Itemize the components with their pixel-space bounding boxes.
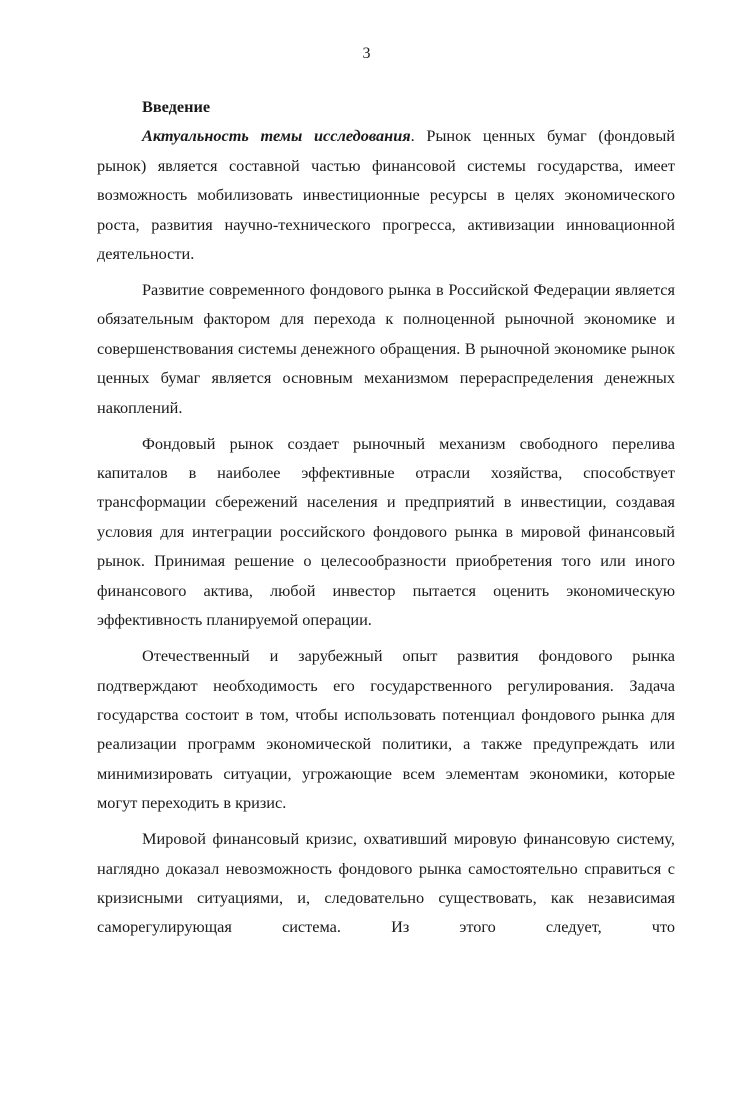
relevance-lead: Актуальность темы исследования (142, 126, 411, 146)
relevance-text: . Рынок ценных бумаг (фондовый рынок) является составной частью финансовой системы государства, имеет возможность мобилизовать инвестиционные ресурсы в целях экономического роста, развития научно-технического прогресса, активизации инновационной деятельности. (97, 126, 675, 264)
paragraph-mechanism: Фондовый рынок создает рыночный механизм свободного перелива капиталов в наиболее эффективные отрасли хозяйства, способствует трансформации сбережений населения и предприятий в инвестиции, создавая условия для интеграции российского фондового рынка в мировой финансовый рынок. Принимая решение о целесообразности приобретения того или иного финансового актива, любой инвестор пытается оценить экономическую эффективность планируемой операции. (97, 433, 675, 630)
paragraph-regulation: Отечественный и зарубежный опыт развития фондового рынка подтверждают необходимость его государственного регулирования. Задача государства состоит в том, чтобы использовать потенциал фондового рынка для реализации программ экономической политики, а также предупреждать или минимизировать ситуации, угрожающие всем элементам экономики, которые могут переходить в кризис. (97, 646, 675, 813)
paragraph-crisis: Мировой финансовый кризис, охвативший мировую финансовую систему, наглядно доказал невозможность фондового рынка самостоятельно справиться с кризисными ситуациями, и, следовательно существовать, как независимая саморегулирующая система. Из этого следует, что (97, 829, 675, 937)
section-heading: Введение (142, 97, 211, 116)
paragraph-development: Развитие современного фондового рынка в Российской Федерации является обязательным фактором для перехода к полноценной рыночной экономике и совершенствования системы денежного обращения. В рыночной экономике рынок ценных бумаг является основным механизмом перераспределения денежных накоплений. (97, 280, 675, 417)
page-body (97, 92, 675, 942)
page-number: 3 (362, 45, 371, 62)
paragraph-relevance (97, 121, 675, 268)
